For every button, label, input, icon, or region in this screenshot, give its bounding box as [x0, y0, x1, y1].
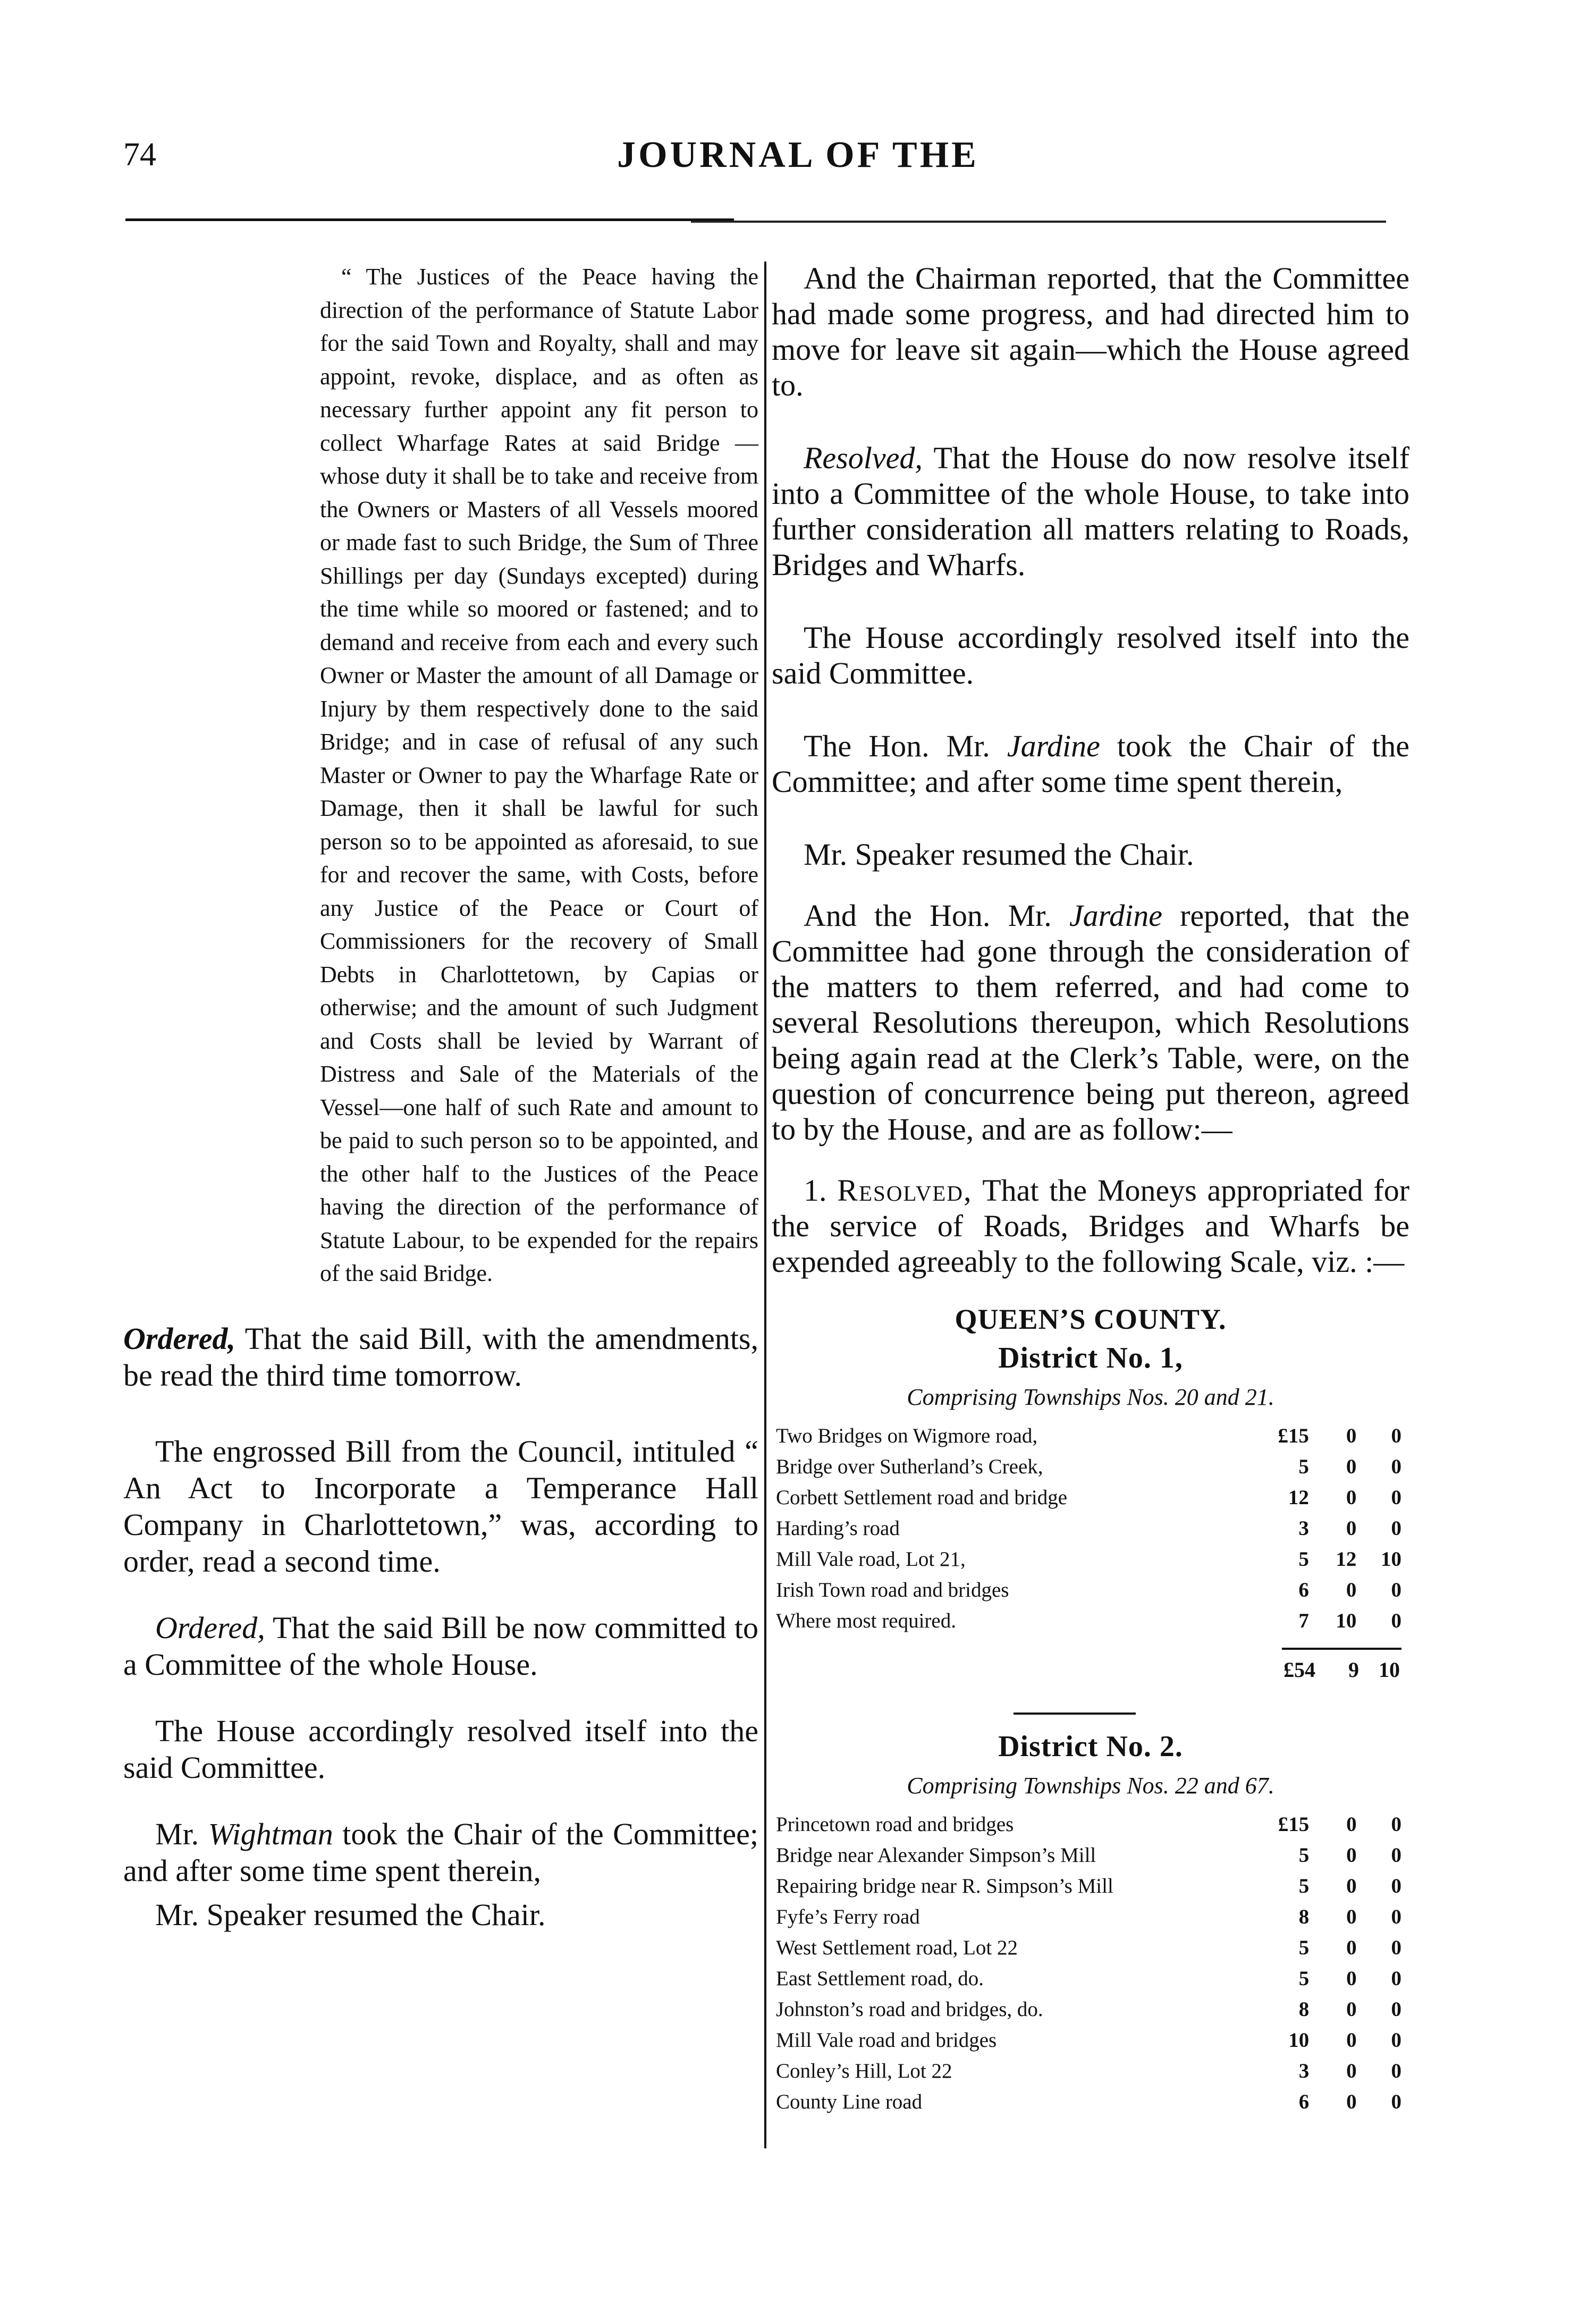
item-pounds: £15 [1278, 1812, 1310, 1836]
item-shillings: 0 [1346, 1486, 1357, 1509]
item-pounds: 8 [1298, 1905, 1310, 1928]
item-pounds: 5 [1298, 1967, 1310, 1990]
item-pence: 0 [1391, 1609, 1401, 1632]
total-rule [1282, 1648, 1401, 1650]
item-name: Irish Town road and bridges [776, 1578, 1009, 1601]
item-shillings: 0 [1346, 1812, 1357, 1836]
item-shillings: 0 [1346, 2059, 1357, 2082]
table-row [772, 1451, 1401, 1482]
item-name: Johnston’s road and bridges, do. [776, 1997, 1043, 2021]
ordered-committed [123, 1609, 758, 1683]
item-pence: 0 [1391, 1874, 1401, 1897]
item-shillings: 0 [1346, 1455, 1357, 1478]
item-pence: 0 [1391, 1843, 1401, 1867]
item-shillings: 0 [1346, 2090, 1357, 2113]
title-text: And the Hon. Mr. [804, 898, 1052, 933]
item-pence: 0 [1391, 2090, 1401, 2113]
item-pence: 0 [1391, 2059, 1401, 2082]
item-shillings: 10 [1336, 1609, 1357, 1632]
member-name: Wightman [208, 1816, 333, 1851]
item-pounds: 7 [1298, 1609, 1309, 1632]
item-shillings: 0 [1346, 1516, 1357, 1540]
item-pence: 0 [1391, 1486, 1401, 1509]
table-row [772, 1574, 1401, 1605]
item-shillings: 0 [1346, 1967, 1357, 1990]
item-name: Mill Vale road, Lot 21, [776, 1547, 966, 1571]
item-shillings: 0 [1346, 1843, 1357, 1867]
item-pounds: 6 [1298, 2090, 1310, 2113]
ordered-keyword: Ordered, [123, 1321, 236, 1356]
table-row [772, 1809, 1401, 1840]
item-name: Bridge near Alexander Simpson’s Mill [776, 1843, 1096, 1867]
appropriation-table [772, 1809, 1401, 2117]
item-shillings: 0 [1346, 1936, 1357, 1959]
district-heading: District No. 2. [998, 1730, 1183, 1763]
item-pounds: 12 [1288, 1486, 1309, 1509]
title-text: Mr. [155, 1816, 199, 1851]
ordered-text: That the said Bill be now committed to a Committee of the whole House. [123, 1610, 759, 1682]
table-row [772, 1994, 1401, 2025]
table-row [772, 1840, 1401, 1870]
item-pounds: 5 [1298, 1547, 1309, 1571]
item-name: Two Bridges on Wigmore road, [776, 1424, 1038, 1447]
table-row [772, 2055, 1401, 2086]
resolved-paragraph [772, 440, 1409, 583]
item-pounds: 6 [1298, 1578, 1309, 1601]
item-name: County Line road [776, 2090, 923, 2113]
item-name: West Settlement road, Lot 22 [776, 1936, 1018, 1959]
resolved-text: That the House do now resolve itself into a Committee of the whole House, to take into further consideration all matters relating to Roads, Bridges and Wharfs. [772, 441, 1410, 582]
jardine-reported [772, 898, 1409, 1147]
running-head: JOURNAL OF THE [617, 134, 979, 175]
item-pence: 0 [1391, 1578, 1401, 1601]
left-column [123, 260, 758, 1933]
wightman-chair [123, 1816, 758, 1889]
right-column [772, 260, 1409, 2117]
district-separator [1014, 1713, 1136, 1715]
ordered-text: That the said Bill, with the amendments, be read the third time tomorrow. [123, 1321, 759, 1393]
item-pence: 0 [1391, 2028, 1401, 2052]
item-pounds: 5 [1298, 1455, 1309, 1478]
ordered-third-reading [123, 1320, 758, 1394]
item-pounds: 5 [1298, 1936, 1310, 1959]
resolved-keyword: Resolved, [837, 1173, 973, 1208]
item-pounds: 3 [1298, 1516, 1309, 1540]
member-name: Jardine [1069, 898, 1162, 933]
table-row [772, 1420, 1401, 1451]
item-pence: 10 [1381, 1547, 1401, 1571]
table-row [772, 1932, 1401, 1963]
item-pence: 0 [1391, 1455, 1401, 1478]
chair-text: took the Chair of the Committee; and after some time spent therein, [123, 1816, 759, 1888]
item-shillings: 0 [1346, 1905, 1357, 1928]
item-shillings: 0 [1346, 1578, 1357, 1601]
item-name: Harding’s road [776, 1516, 900, 1540]
item-shillings: 0 [1346, 1997, 1357, 2021]
item-pounds: £15 [1278, 1424, 1309, 1447]
title-text: The Hon. Mr. [804, 729, 990, 763]
house-resolved-itself: The House accordingly resolved itself into the said Committee. [123, 1713, 758, 1785]
item-shillings: 12 [1336, 1547, 1357, 1571]
district-townships: Comprising Townships Nos. 20 and 21. [907, 1384, 1274, 1410]
item-pence: 0 [1391, 1905, 1401, 1928]
table-row [772, 1513, 1401, 1544]
appropriation-table [772, 1420, 1401, 1636]
reported-text: reported, that the Committee had gone through the consideration of the matters to them referred, and had come to several Resolutions thereupon, which Resolutions being again read at the Clerk’s Table, were, on the question of concurrence being put thereon, agreed to by the House, and are as follow:— [772, 898, 1409, 1146]
district-heading: District No. 1, [998, 1342, 1183, 1374]
header-rule [125, 218, 734, 221]
item-name: Princetown road and bridges [776, 1812, 1014, 1836]
district-townships: Comprising Townships Nos. 22 and 67. [907, 1773, 1274, 1799]
table-row [772, 1901, 1401, 1932]
item-pence: 0 [1391, 1936, 1401, 1959]
table-row [772, 2025, 1401, 2055]
ordered-keyword: Ordered, [155, 1610, 265, 1645]
speaker-resumed: Mr. Speaker resumed the Chair. [804, 837, 1194, 872]
item-pounds: 5 [1298, 1874, 1310, 1897]
member-name: Jardine [1007, 729, 1100, 763]
header-rule [691, 221, 1386, 223]
item-name: Mill Vale road and bridges [776, 2028, 997, 2052]
item-pounds: 5 [1298, 1843, 1310, 1867]
table-row [772, 1963, 1401, 1994]
item-pounds: 8 [1298, 1997, 1310, 2021]
column-divider [764, 262, 766, 2148]
item-pence: 0 [1391, 1997, 1401, 2021]
item-name: Fyfe’s Ferry road [776, 1905, 920, 1928]
item-pounds: 3 [1298, 2059, 1310, 2082]
resolution-number: 1. [804, 1173, 827, 1208]
resolution-text: That the Moneys appropriated for the service of Roads, Bridges and Wharfs be expended agreeably to the following Scale, viz. :— [772, 1173, 1410, 1279]
district-total [772, 1657, 1401, 1687]
item-shillings: 0 [1346, 1874, 1357, 1897]
item-name: Conley’s Hill, Lot 22 [776, 2059, 952, 2082]
total-shillings: 9 [1348, 1658, 1359, 1682]
item-pence: 0 [1391, 1967, 1401, 1990]
chairman-reported: And the Chairman reported, that the Committee had made some progress, and had directed him to move for leave sit again—which the House agreed to. [772, 261, 1409, 402]
item-shillings: 0 [1346, 1424, 1357, 1447]
item-pence: 0 [1391, 1424, 1401, 1447]
item-pounds: 10 [1288, 2028, 1310, 2052]
table-row [772, 1870, 1401, 1901]
item-name: East Settlement road, do. [776, 1967, 984, 1990]
table-row [772, 1544, 1401, 1574]
jardine-chair [772, 728, 1409, 799]
chair-text: took the Chair of the Committee; and after some time spent therein, [772, 729, 1409, 799]
item-name: Where most required. [776, 1609, 956, 1632]
table-row [772, 1482, 1401, 1513]
engrossed-bill-paragraph: The engrossed Bill from the Council, intituled “ An Act to Incorporate a Temperance Hall Company in Charlottetown,” was, according to order, read a second time. [123, 1433, 758, 1579]
page-number: 74 [123, 137, 156, 173]
resolved-keyword: Resolved, [804, 441, 923, 475]
item-name: Corbett Settlement road and bridge [776, 1486, 1068, 1509]
table-row [772, 1605, 1401, 1636]
total-pence: 10 [1379, 1658, 1400, 1682]
county-heading: QUEEN’S COUNTY. [955, 1303, 1227, 1335]
item-pence: 0 [1391, 1516, 1401, 1540]
table-row [772, 2086, 1401, 2117]
item-pence: 0 [1391, 1812, 1401, 1836]
item-name: Bridge over Sutherland’s Creek, [776, 1455, 1043, 1478]
item-shillings: 0 [1346, 2028, 1357, 2052]
resolution-1 [772, 1173, 1409, 1279]
house-accordingly: The House accordingly resolved itself into the said Committee. [772, 620, 1409, 690]
bill-clause-quote: “ The Justices of the Peace having the direction of the performance of Statute Labor for the said Town and Royalty, shall and may appoint, revoke, displace, and as often as necessary further appoint any fit person to collect Wharfage Rates at said Bridge —whose duty it shall be to take and receive from the Owners or Masters of all Vessels moored or made fast to such Bridge, the Sum of Three Shillings per day (Sundays excepted) during the time while so moored or fastened; and to demand and receive from each and every such Owner or Master the amount of all Damage or Injury by them respectively done to the said Bridge; and in case of refusal of any such Master or Owner to pay the Wharfage Rate or Damage, then it shall be lawful for such person so to be appointed as aforesaid, to sue for and recover the same, with Costs, before any Justice of the Peace or Court of Commissioners for the recovery of Small Debts in Charlottetown, by Capias or otherwise; and the amount of such Judgment and Costs shall be levied by Warrant of Distress and Sale of the Materials of the Vessel—one half of such Rate and amount to be paid to such person so to be appointed, and the other half to the Justices of the Peace having the direction of the performance of Statute Labour, to be expended for the repairs of the said Bridge. [320, 264, 758, 1286]
item-name: Repairing bridge near R. Simpson’s Mill [776, 1874, 1113, 1897]
speaker-resumed: Mr. Speaker resumed the Chair. [155, 1897, 546, 1932]
total-pounds: £54 [1283, 1658, 1315, 1682]
